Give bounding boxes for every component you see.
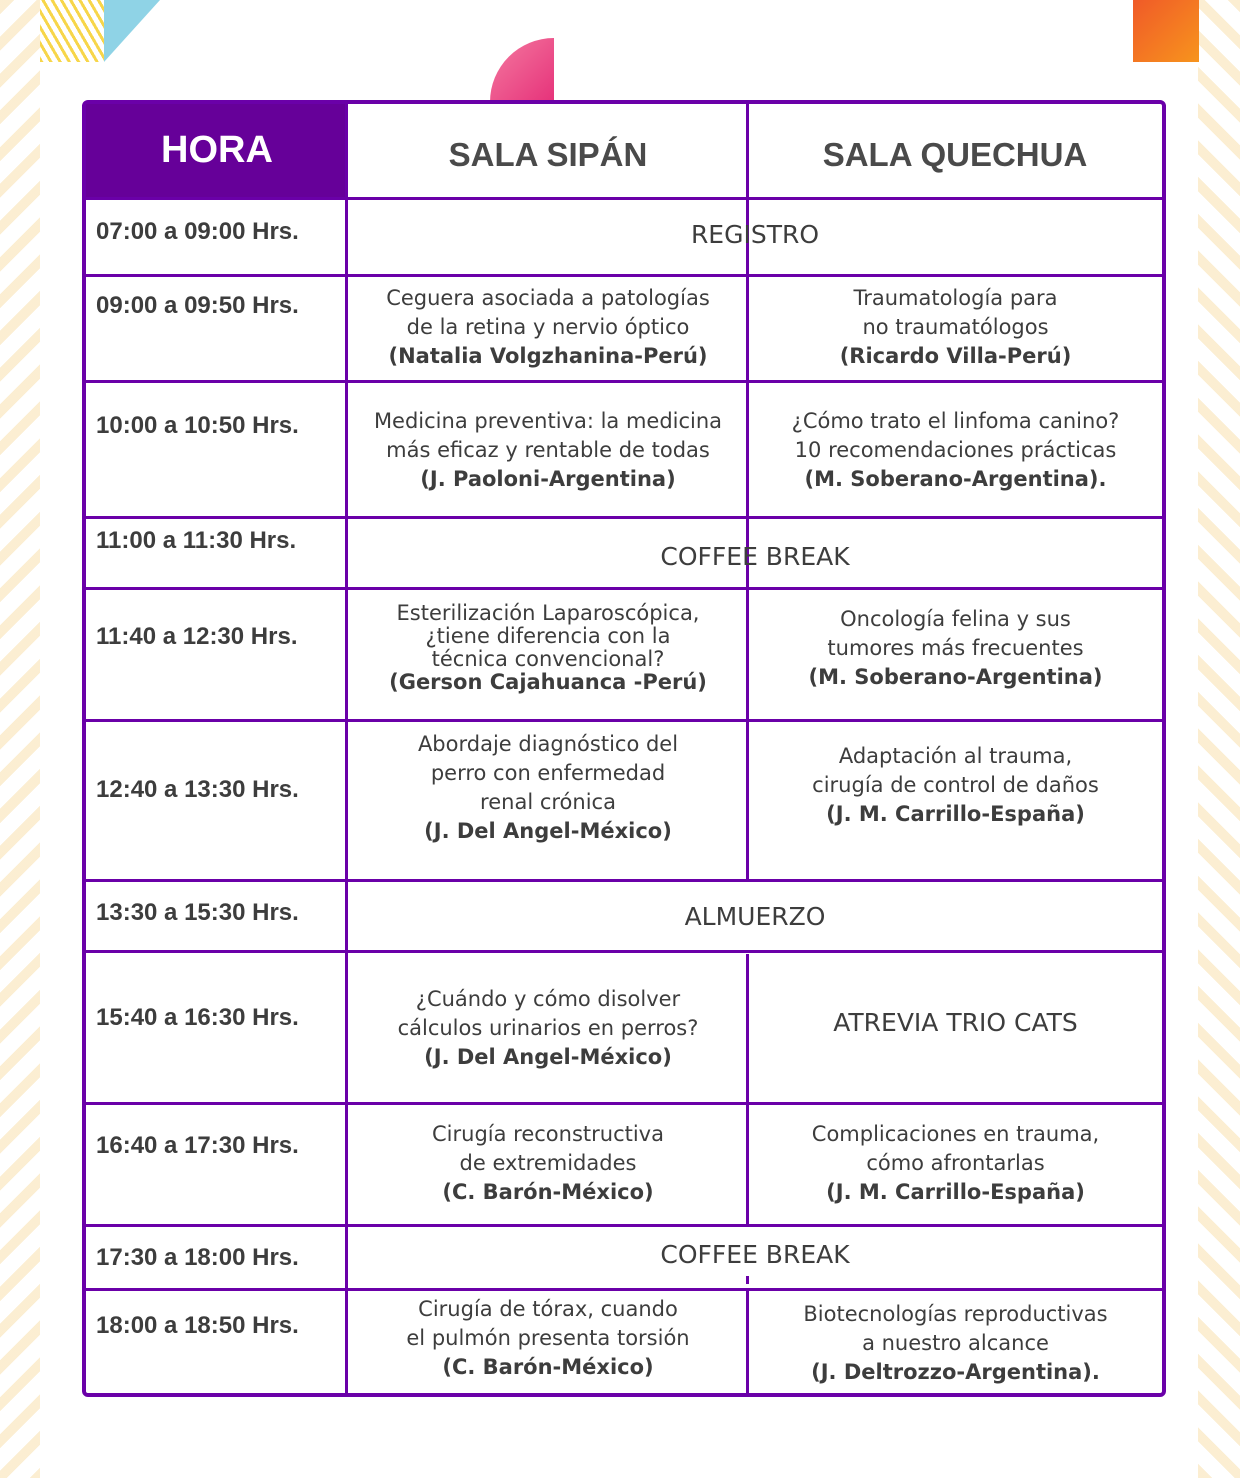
time-slot: 12:40 a 13:30 Hrs. bbox=[96, 776, 299, 803]
speaker: (J. M. Carrillo-España) bbox=[826, 1180, 1085, 1204]
session-title-line: tumores más frecuentes bbox=[827, 636, 1084, 660]
sala-quechua-header: SALA QUECHUA bbox=[822, 135, 1088, 173]
session-title-line: Adaptación al trauma, bbox=[838, 744, 1073, 768]
session-title-line: cirugía de control de daños bbox=[812, 773, 1099, 797]
sala-sipan-header: SALA SIPÁN bbox=[448, 135, 648, 173]
session-cell-quechua bbox=[749, 407, 1162, 494]
left-pattern-stripe bbox=[0, 0, 40, 1478]
time-slot: 10:00 a 10:50 Hrs. bbox=[96, 412, 299, 439]
session-cell-quechua bbox=[749, 1008, 1162, 1037]
session-title-line: 10 recomendaciones prácticas bbox=[794, 438, 1117, 462]
speaker: (J. Del Angel-México) bbox=[424, 819, 672, 843]
speaker: (Gerson Cajahuanca -Perú) bbox=[389, 670, 707, 694]
schedule-table bbox=[82, 100, 1166, 1397]
row-divider bbox=[86, 1288, 1162, 1291]
session-title-line: ATREVIA TRIO CATS bbox=[833, 1008, 1078, 1037]
session-title-line: Cirugía reconstructiva bbox=[432, 1122, 664, 1146]
speaker: (J. Deltrozzo-Argentina). bbox=[811, 1360, 1100, 1384]
row-divider bbox=[86, 1224, 1162, 1227]
speaker: (J. Del Angel-México) bbox=[424, 1045, 672, 1069]
speaker: (C. Barón-México) bbox=[442, 1355, 654, 1379]
session-title-line: ¿Cómo trato el linfoma canino? bbox=[791, 409, 1120, 433]
row-divider bbox=[86, 719, 1162, 722]
session-cell-quechua bbox=[749, 742, 1162, 829]
span-event: COFFEE BREAK bbox=[660, 542, 850, 571]
speaker: (Ricardo Villa-Perú) bbox=[839, 344, 1072, 368]
session-title-line: Medicina preventiva: la medicina bbox=[373, 409, 723, 433]
time-slot: 11:40 a 12:30 Hrs. bbox=[96, 623, 298, 650]
session-title-line: Abordaje diagnóstico del bbox=[417, 732, 679, 756]
orange-square-decoration bbox=[1133, 0, 1199, 62]
right-pattern-stripe bbox=[1198, 0, 1240, 1478]
time-slot: 09:00 a 09:50 Hrs. bbox=[96, 292, 299, 319]
speaker: (M. Soberano-Argentina) bbox=[808, 665, 1103, 689]
time-slot: 16:40 a 17:30 Hrs. bbox=[96, 1132, 299, 1159]
blue-triangle-decoration bbox=[104, 0, 160, 62]
session-title-line: Cirugía de tórax, cuando bbox=[418, 1297, 678, 1321]
session-cell-sipan bbox=[348, 730, 748, 846]
session-title-line: Complicaciones en trauma, bbox=[811, 1122, 1100, 1146]
session-cell-sipan bbox=[348, 284, 748, 371]
row-divider bbox=[86, 197, 1162, 200]
time-slot: 13:30 a 15:30 Hrs. bbox=[96, 899, 299, 926]
speaker: (M. Soberano-Argentina). bbox=[804, 467, 1107, 491]
session-title-line: de la retina y nervio óptico bbox=[406, 315, 690, 339]
session-title-line: cálculos urinarios en perros? bbox=[397, 1016, 699, 1040]
session-title-line: Oncología felina y sus bbox=[840, 607, 1071, 631]
session-title-line: ¿Cuándo y cómo disolver bbox=[415, 987, 681, 1011]
span-event: ALMUERZO bbox=[684, 902, 826, 931]
session-cell-quechua bbox=[749, 1120, 1162, 1207]
column-divider bbox=[746, 104, 749, 279]
hora-header: HORA bbox=[86, 104, 348, 197]
speaker: (J. Paoloni-Argentina) bbox=[420, 467, 676, 491]
session-cell-sipan bbox=[348, 1120, 748, 1207]
session-cell-sipan bbox=[348, 1295, 748, 1382]
session-title-line: renal crónica bbox=[480, 790, 616, 814]
session-title-line: Traumatología para bbox=[853, 286, 1058, 310]
session-cell-quechua bbox=[749, 1300, 1162, 1387]
session-title-line: a nuestro alcance bbox=[862, 1331, 1049, 1355]
speaker: (C. Barón-México) bbox=[442, 1180, 654, 1204]
speaker: (J. M. Carrillo-España) bbox=[826, 802, 1085, 826]
yellow-pattern-decoration bbox=[40, 0, 104, 62]
time-slot: 17:30 a 18:00 Hrs. bbox=[96, 1244, 299, 1271]
session-title-line: técnica convencional? bbox=[431, 647, 665, 671]
session-title-line: el pulmón presenta torsión bbox=[406, 1326, 690, 1350]
session-title-line: de extremidades bbox=[459, 1151, 637, 1175]
row-divider bbox=[86, 1102, 1162, 1105]
row-divider bbox=[86, 879, 1162, 882]
speaker: (Natalia Volgzhanina-Perú) bbox=[388, 344, 708, 368]
session-title-line: Esterilización Laparoscópica, bbox=[396, 601, 700, 625]
row-divider bbox=[86, 950, 1162, 953]
time-slot: 18:00 a 18:50 Hrs. bbox=[96, 1312, 299, 1339]
row-divider bbox=[86, 587, 1162, 590]
column-divider bbox=[746, 1276, 749, 1284]
session-cell-sipan bbox=[348, 985, 748, 1072]
session-title-line: perro con enfermedad bbox=[430, 761, 666, 785]
session-cell-quechua bbox=[749, 284, 1162, 371]
pink-quarter-circle-decoration bbox=[490, 38, 554, 102]
session-title-line: más eficaz y rentable de todas bbox=[386, 438, 710, 462]
session-title-line: ¿tiene diferencia con la bbox=[425, 624, 671, 648]
session-title-line: Biotecnologías reproductivas bbox=[803, 1302, 1108, 1326]
session-cell-sipan bbox=[348, 407, 748, 494]
time-slot: 07:00 a 09:00 Hrs. bbox=[96, 218, 299, 245]
session-cell-quechua bbox=[749, 605, 1162, 692]
session-title-line: no traumatólogos bbox=[862, 315, 1049, 339]
span-event: REGISTRO bbox=[690, 220, 820, 249]
session-cell-sipan bbox=[348, 602, 748, 694]
row-divider bbox=[86, 380, 1162, 383]
row-divider bbox=[86, 274, 1162, 277]
span-event: COFFEE BREAK bbox=[660, 1240, 850, 1269]
row-divider bbox=[86, 516, 1162, 519]
time-slot: 15:40 a 16:30 Hrs. bbox=[96, 1004, 299, 1031]
session-title-line: Ceguera asociada a patologías bbox=[386, 286, 710, 310]
session-title-line: cómo afrontarlas bbox=[866, 1151, 1045, 1175]
time-slot: 11:00 a 11:30 Hrs. bbox=[96, 527, 297, 554]
